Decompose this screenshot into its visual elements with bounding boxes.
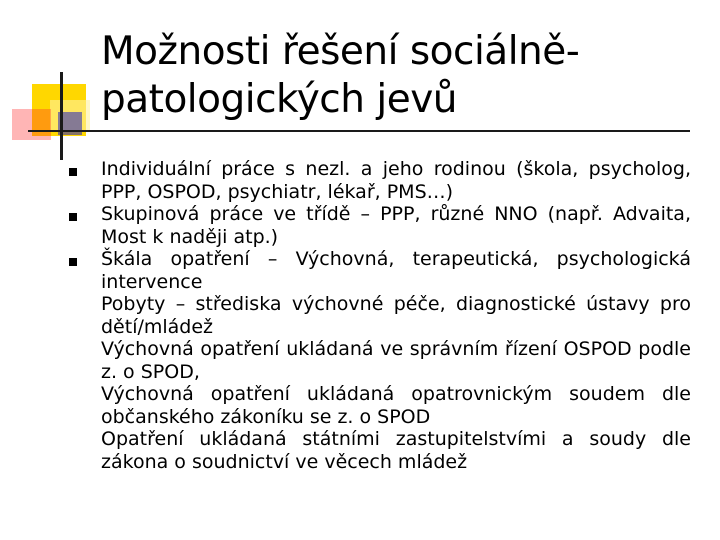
bullet-text: Škála opatření – Výchovná, terapeutická, psychologická intervence <box>101 248 691 293</box>
square-bullet-icon <box>69 168 77 176</box>
slide-title-line-1: Možnosti řešení sociálně- <box>101 29 580 74</box>
bullet-text: Skupinová práce ve třídě – PPP, různé NNO (např. Advaita, Most k naději atp.) <box>101 203 691 248</box>
slide-title <box>101 28 701 124</box>
square-bullet-icon <box>69 258 77 266</box>
decorative-red-square <box>12 109 51 140</box>
slide-title-line-2: patologických jevů <box>101 77 457 122</box>
paragraph-item: Výchovná opatření ukládaná ve správním řízení OSPOD podle z. o SPOD, <box>101 338 691 383</box>
paragraph-item: Pobyty – střediska výchovné péče, diagnostické ústavy pro dětí/mládež <box>101 293 691 338</box>
paragraph-item: Výchovná opatření ukládaná opatrovnickým soudem dle občanského zákoníku se z. o SPOD <box>101 383 691 428</box>
bullet-item <box>70 248 691 293</box>
bullet-item <box>70 158 691 203</box>
slide-body <box>101 158 691 473</box>
bullet-text: Individuální práce s nezl. a jeho rodinou (škola, psycholog, PPP, OSPOD, psychiatr, lékař, PMS…) <box>101 158 691 203</box>
paragraph-item: Opatření ukládaná státními zastupitelstvími a soudy dle zákona o soudnictví ve věcech mládež <box>101 428 691 473</box>
square-bullet-icon <box>69 213 77 221</box>
title-underline <box>28 130 690 132</box>
decorative-vertical-line <box>60 72 63 160</box>
bullet-item <box>70 203 691 248</box>
